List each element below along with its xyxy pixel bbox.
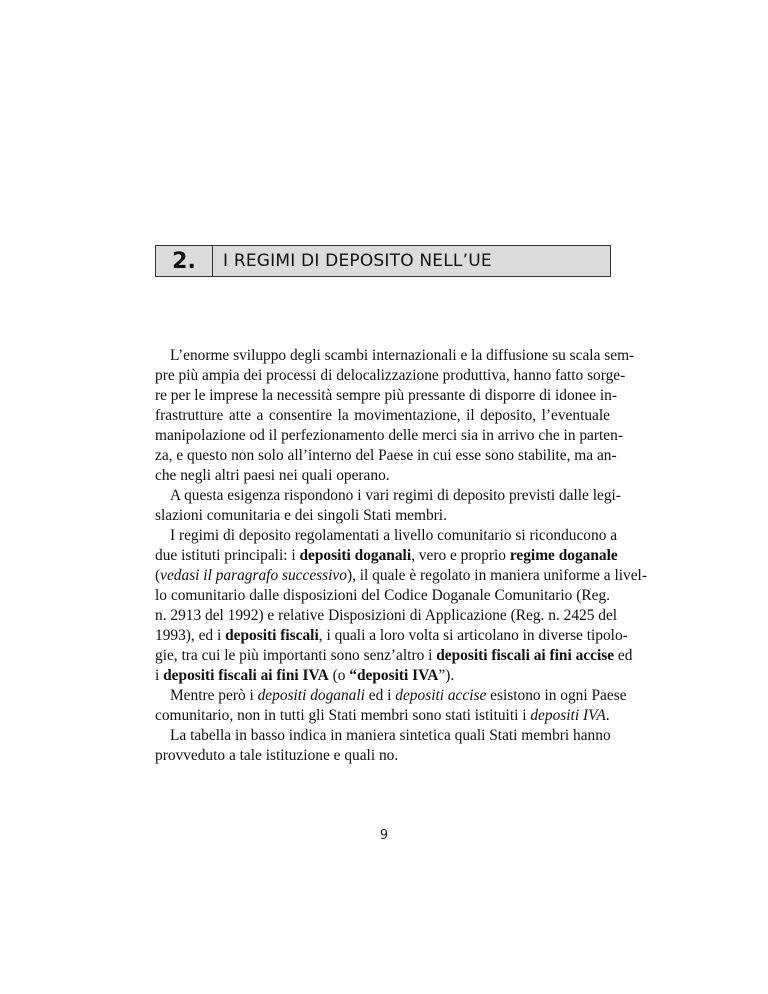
italic-term: vedasi il paragrafo successivo [160,567,347,584]
text-segment: che negli altri paesi nei quali operano. [155,467,390,484]
text-line [155,406,610,426]
text-line [155,686,627,706]
italic-term: depositi doganali [257,687,365,704]
text-line [155,546,618,566]
chapter-number: 2. [156,246,213,276]
text-line [155,426,623,446]
text-segment: gie, tra cui le più importanti sono senz’altro i [155,647,437,664]
text-segment: , vero e proprio [411,547,510,564]
text-line [155,626,628,646]
text-line [155,666,610,686]
text-segment: due istituti principali: i [155,547,300,564]
text-line [155,346,635,366]
text-line [155,646,633,666]
text-segment: manipolazione od il perfezionamento delle merci sia in arrivo che in parten- [155,427,623,444]
text-segment: Mentre però i [170,687,258,704]
body-text [155,346,647,766]
chapter-title: I REGIMI DI DEPOSITO NELL’UE [223,251,492,271]
paragraph [155,346,635,486]
text-segment: lo comunitario dalle disposizioni del Codice Doganale Comunitario (Reg. [155,587,610,604]
text-segment: L’enorme sviluppo degli scambi internazionali e la diffusione su scala sem- [170,347,635,364]
text-line [155,746,610,766]
text-line [155,566,647,586]
text-line [155,526,618,546]
text-line [155,386,617,406]
text-segment: ed i [364,687,396,704]
text-line [155,466,610,486]
page-number: 9 [379,828,389,843]
bold-term: “depositi IVA [349,667,439,684]
text-segment: 1993), ed i [155,627,226,644]
paragraph [155,486,621,526]
bold-term: depositi doganali [299,547,412,564]
text-segment: . [605,707,610,724]
text-segment: slazioni comunitaria e dei singoli Stati membri. [155,507,447,524]
text-segment: ed [614,647,633,664]
text-line [155,486,621,506]
bold-term: regime doganale [509,547,618,564]
italic-term: depositi IVA [530,707,606,724]
text-segment: A questa esigenza rispondono i vari regimi di deposito previsti dalle legi- [170,487,621,504]
text-segment: provveduto a tale istituzione e quali no. [155,747,399,764]
text-line [155,446,617,466]
text-segment: , i quali a loro volta si articolano in diverse tipolo- [318,627,628,644]
text-segment: ( [155,567,161,584]
bold-term: depositi fiscali [225,627,319,644]
text-line [155,606,618,626]
text-line [155,586,610,606]
text-segment: n. 2913 del 1992) e relative Disposizioni di Applicazione (Reg. n. 2425 del [155,607,618,624]
chapter-heading [155,245,611,277]
text-line [155,706,610,726]
bold-term: depositi fiscali ai fini accise [436,647,615,664]
text-line [155,506,610,526]
bold-term: depositi fiscali ai fini IVA [163,667,329,684]
text-segment: za, e questo non solo all’interno del Paese in cui esse sono stabilite, ma an- [155,447,617,464]
text-segment: ), il quale è regolato in maniera uniforme a livel- [346,567,647,584]
text-segment: pre più ampia dei processi di delocalizzazione produttiva, hanno fatto sorge- [155,367,626,384]
text-segment: frastrutture atte a consentire la movimentazione, il deposito, l’eventuale [155,407,610,424]
text-segment: I regimi di deposito regolamentati a livello comunitario si riconducono a [170,527,618,544]
text-segment: (o [328,667,350,684]
text-line [155,366,626,386]
paragraph [155,686,627,726]
text-segment: i [155,667,164,684]
italic-term: depositi accise [395,687,487,704]
text-segment: ”). [438,667,455,684]
paragraph [155,526,647,686]
text-segment: La tabella in basso indica in maniera sintetica quali Stati membri hanno [170,727,611,744]
text-segment: re per le imprese la necessità sempre più pressante di disporre di idonee in- [155,387,617,404]
paragraph [155,726,610,766]
text-segment: comunitario, non in tutti gli Stati membri sono stati istituiti i [155,707,531,724]
text-line [155,726,610,746]
text-segment: esistono in ogni Paese [486,687,627,704]
